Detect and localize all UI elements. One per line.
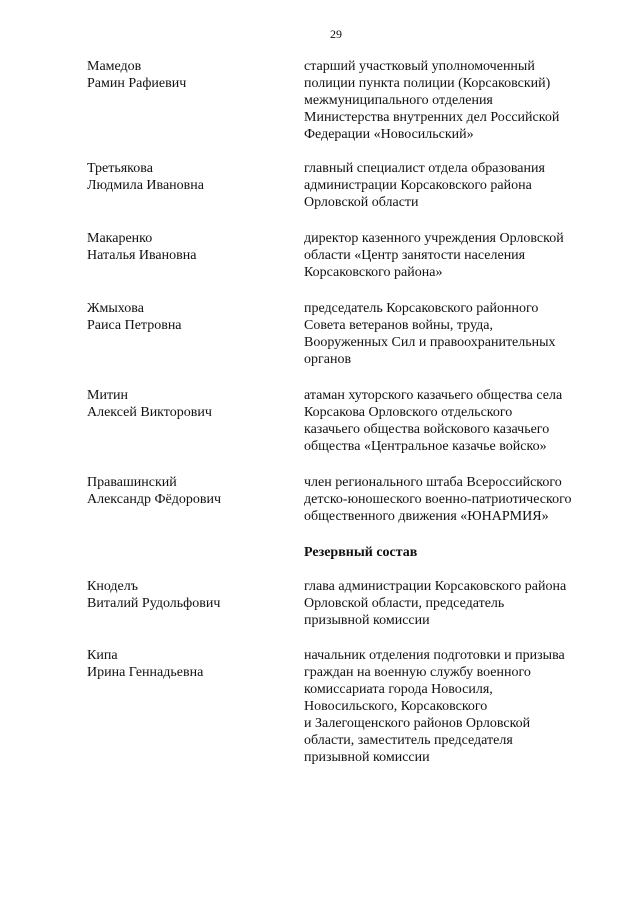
member-position: начальник отделения подготовки и призыва граждан на военную службу военного комиссариата города Новосиля, Новосильского, Корсаковского и Залегощенского районов Орловской области, заместитель председателя призывной комиссии	[304, 648, 565, 765]
member-position: глава администрации Корсаковского района Орловской области, председатель призывной комиссии	[304, 579, 567, 628]
member-position: директор казенного учреждения Орловской области «Центр занятости населения Корсаковского района»	[304, 231, 564, 280]
member-position: член регионального штаба Всероссийского детско-юношеского военно-патриотического общественного движения «ЮНАРМИЯ»	[304, 475, 572, 524]
member-position: главный специалист отдела образования администрации Корсаковского района Орловской области	[304, 161, 545, 210]
member-name: Кипа Ирина Геннадьевна	[87, 648, 204, 680]
member-name: Жмыхова Раиса Петровна	[87, 301, 182, 333]
member-name: Правашинский Александр Фёдорович	[87, 475, 222, 507]
member-name: Третьякова Людмила Ивановна	[87, 161, 204, 193]
member-position: председатель Корсаковского районного Совета ветеранов войны, труда, Вооруженных Сил и правоохранительных органов	[304, 301, 556, 367]
reserve-section-heading: Резервный состав	[304, 545, 418, 560]
page-number: 29	[330, 27, 342, 41]
member-position: старший участковый уполномоченный полиции пункта полиции (Корсаковский) межмуниципального отделения Министерства внутренних дел Российской Федерации «Новосильский»	[304, 59, 560, 142]
member-name: Макаренко Наталья Ивановна	[87, 231, 197, 263]
member-name: Митин Алексей Викторович	[87, 388, 212, 420]
member-name: Мамедов Рамин Рафиевич	[87, 59, 187, 91]
member-name: Кноделъ Виталий Рудольфович	[87, 579, 221, 611]
member-position: атаман хуторского казачьего общества села Корсакова Орловского отдельского казачьего общества войскового казачьего общества «Центральное казачье войско»	[304, 388, 563, 454]
